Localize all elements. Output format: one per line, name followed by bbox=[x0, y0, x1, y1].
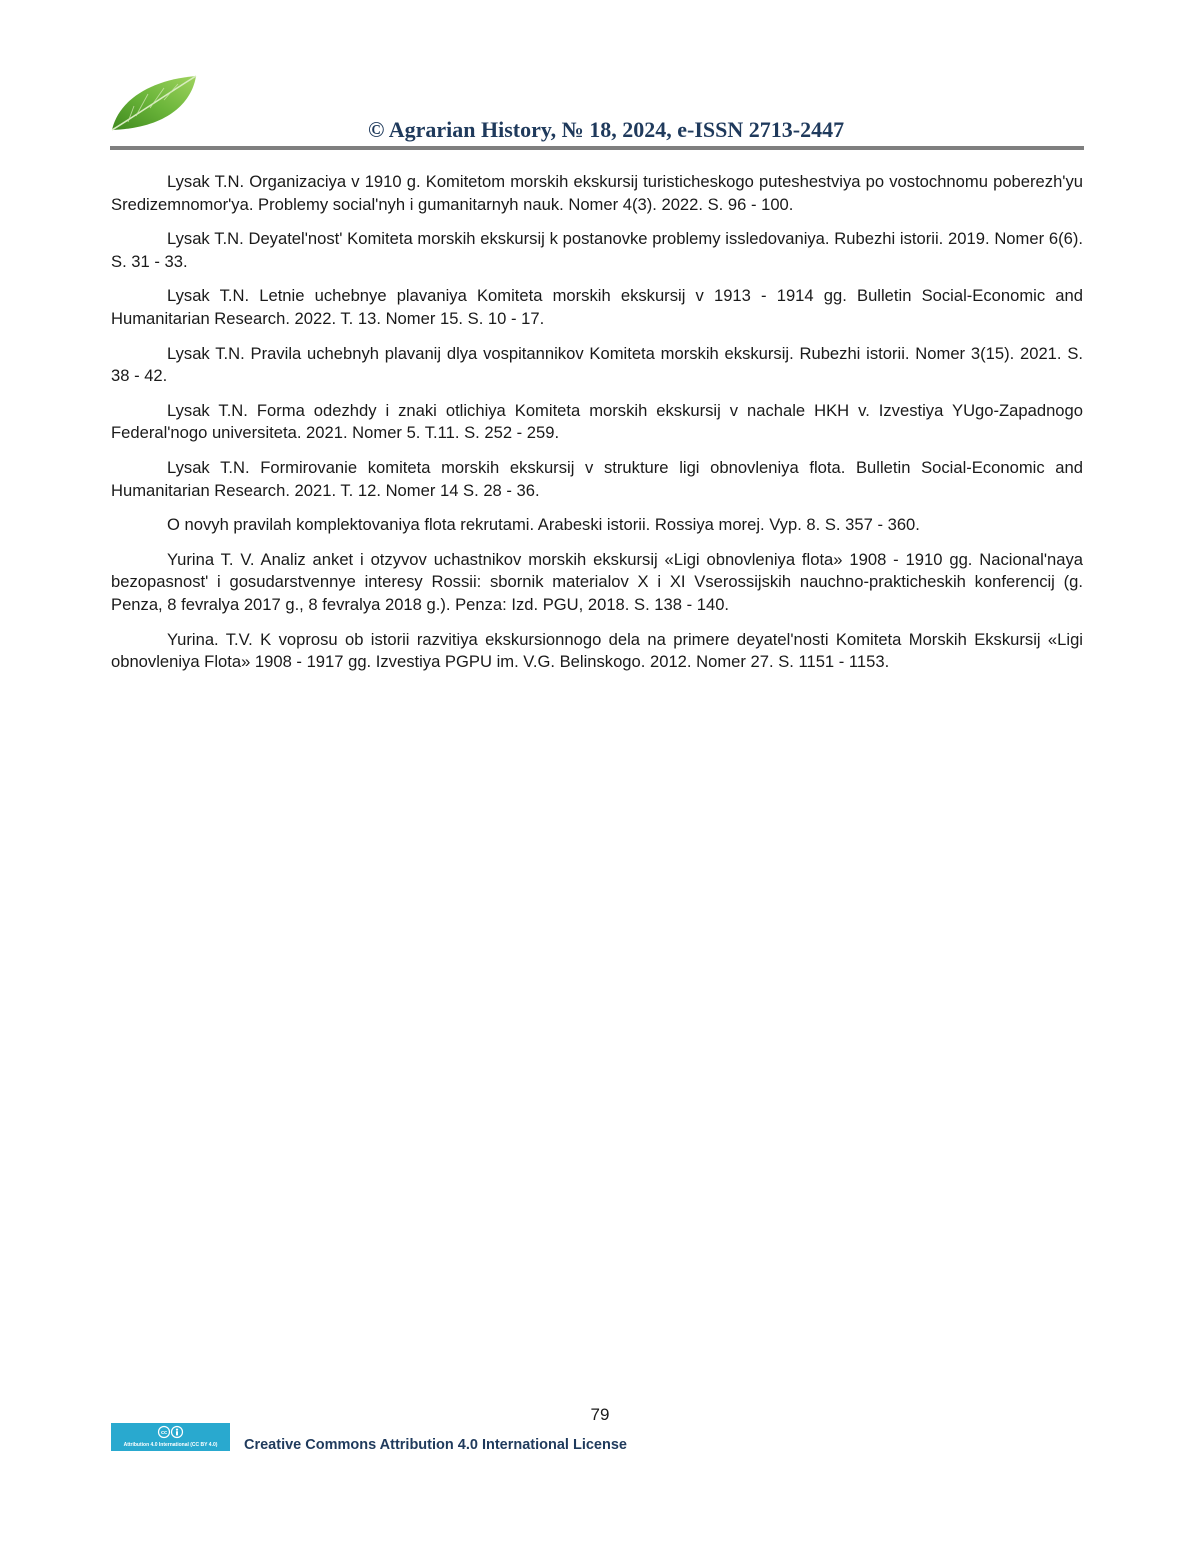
reference-item: Yurina T. V. Analiz anket i otzyvov uchastnikov morskih ekskursij «Ligi obnovleniya flota» 1908 - 1910 gg. Nacional'naya bezopasnost' i gosudarstvennye interesy Rossii: sbornik materialov X i XI Vserossijskih nauchno-prakticheskih konferencij (g. Penza, 8 fevralya 2017 g., 8 fevralya 2018 g.). Penza: Izd. PGU, 2018. S. 138 - 140. bbox=[111, 549, 1083, 614]
svg-text:cc: cc bbox=[160, 1430, 168, 1437]
page-number: 79 bbox=[590, 1405, 610, 1424]
reference-item: Lysak T.N. Deyatel'nost' Komiteta morskih ekskursij k postanovke problemy issledovaniya. Rubezhi istorii. 2019. Nomer 6(6). S. 31 - 33. bbox=[111, 229, 1083, 271]
license-link[interactable]: Creative Commons Attribution 4.0 International License bbox=[244, 1437, 627, 1453]
reference-item: Lysak T.N. Letnie uchebnye plavaniya Komiteta morskih ekskursij v 1913 - 1914 gg. Bulletin Social-Economic and Humanitarian Research. 2022. T. 13. Nomer 15. S. 10 - 17. bbox=[111, 286, 1083, 328]
reference-item: Lysak T.N. Organizaciya v 1910 g. Komitetom morskih ekskursij turisticheskogo puteshestviya po vostochnomu poberezh'yu Sredizemnomor'ya. Problemy social'nyh i gumanitarnyh nauk. Nomer 4(3). 2022. S. 96 - 100. bbox=[111, 172, 1083, 214]
leaf-icon bbox=[108, 72, 200, 134]
reference-item: Lysak T.N. Forma odezhdy i znaki otlichiya Komiteta morskih ekskursij v nachale HKH v. Izvestiya YUgo-Zapadnogo Federal'nogo universiteta. 2021. Nomer 5. T.11. S. 252 - 259. bbox=[111, 400, 1083, 443]
reference-item: O novyh pravilah komplektovaniya flota rekrutami. Arabeski istorii. Rossiya morej. Vyp. 8. S. 357 - 360. bbox=[167, 515, 920, 535]
cc-by-icon[interactable] bbox=[111, 1423, 230, 1451]
reference-item: Lysak T.N. Pravila uchebnyh plavanij dlya vospitannikov Komiteta morskih ekskursij. Rubezhi istorii. Nomer 3(15). 2021. S. 38 - 42. bbox=[111, 343, 1083, 386]
reference-item: Yurina. T.V. K voprosu ob istorii razvitiya ekskursionnogo dela na primere deyatel'nosti Komiteta Morskih Ekskursij «Ligi obnovleniya Flota» 1908 - 1917 gg. Izvestiya PGPU im. V.G. Belinskogo. 2012. Nomer 27. S. 1151 - 1153. bbox=[111, 629, 1083, 672]
reference-list bbox=[111, 171, 1083, 686]
journal-header: © Agrarian History, № 18, 2024, e-ISSN 2713-2447 bbox=[368, 117, 845, 142]
badge-caption: Attribution 4.0 International (CC BY 4.0) bbox=[123, 1442, 218, 1448]
reference-item: Lysak T.N. Formirovanie komiteta morskih ekskursij v strukture ligi obnovleniya flota. Bulletin Social-Economic and Humanitarian Research. 2021. T. 12. Nomer 14 S. 28 - 36. bbox=[111, 457, 1083, 500]
header-divider bbox=[110, 146, 1084, 150]
